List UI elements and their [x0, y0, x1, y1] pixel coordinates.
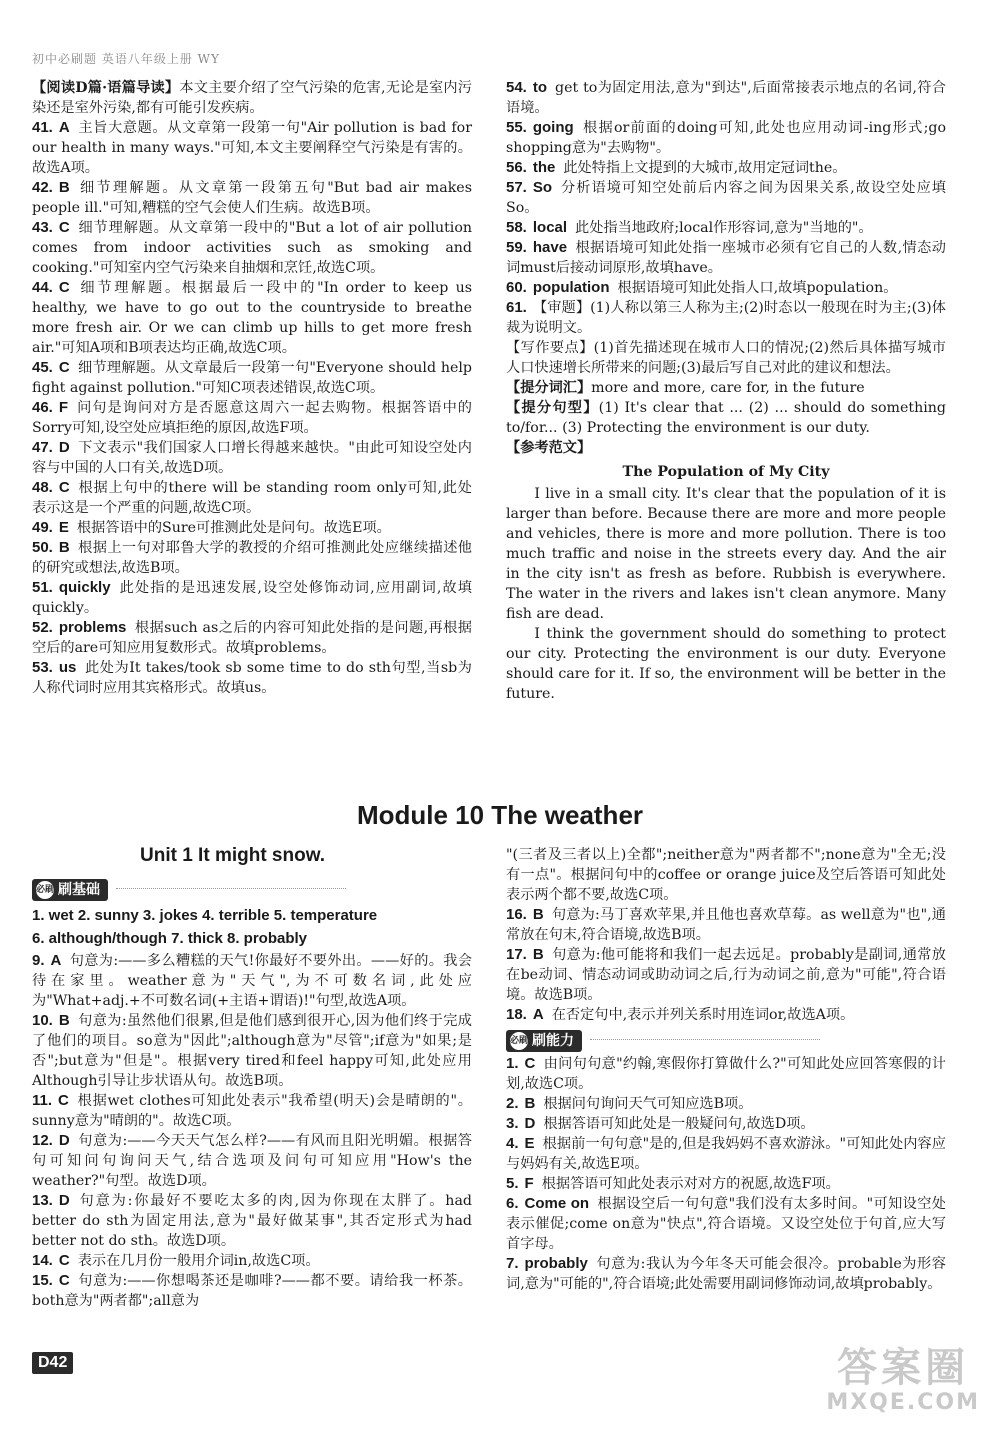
question-number: 42. — [32, 179, 53, 196]
answer-item — [32, 438, 472, 478]
reading-guide-text: 本文主要介绍了空气污染的危害,无论是室内污染还是室外污染,都有可能引发疾病。 — [32, 80, 472, 116]
answer-key: B — [532, 906, 544, 923]
question-number: 51. — [32, 579, 53, 596]
answer-key: D — [58, 439, 70, 456]
question-number: 60. — [506, 279, 527, 296]
explanation-text: 主旨大意题。从文章第一段第一句"Air pollution is bad for our health in many ways."可知,本文主要阐释空气污染是有害的。故选A项。 — [32, 120, 472, 176]
ability-section-header — [506, 1029, 946, 1052]
answer-item — [506, 1054, 946, 1094]
explanation-text: 根据such as之后的内容可知此处指的是问题,再根据空后的are可知应用复数形式。故填problems。 — [32, 620, 472, 656]
answer-key: C — [58, 279, 70, 296]
answer-key: the — [532, 159, 556, 176]
essay-title: The Population of My City — [622, 464, 830, 480]
answer-item — [32, 1131, 472, 1191]
explanation-text: 句意为:你最好不要吃太多的肉,因为你现在太胖了。had better do sth为固定用法,意为"最好做某事",其否定形式为had better not do sth。故选D项。 — [32, 1193, 472, 1249]
fill-answers-line-2: 6. although/though 7. thick 8. probably — [32, 930, 308, 947]
answer-key: D — [58, 1132, 70, 1149]
key-words-text: more and more, care for, in the future — [591, 380, 865, 396]
answer-item — [32, 1191, 472, 1251]
answer-item — [506, 298, 946, 338]
right-top-column — [506, 78, 946, 704]
basic-badge-label: 刷基础 — [58, 882, 100, 898]
question-number: 12. — [32, 1132, 53, 1149]
answer-key: B — [58, 179, 70, 196]
question-number: 17. — [506, 946, 527, 963]
explanation-text: 根据答语可知此处是一般疑问句,故选D项。 — [543, 1116, 815, 1132]
answer-item — [32, 1271, 472, 1311]
answer-key: going — [532, 119, 574, 136]
answer-item — [506, 1254, 946, 1294]
explanation-text: 此处指的是迅速发展,设空处修饰动词,应用副词,故填quickly。 — [32, 580, 472, 616]
basic-badge — [32, 879, 108, 901]
left-top-column — [32, 78, 472, 698]
question-number: 56. — [506, 159, 527, 176]
answer-item — [506, 1134, 946, 1174]
answer-key: local — [532, 219, 568, 236]
explanation-text: 句意为:马丁喜欢苹果,并且他也喜欢草莓。as well意为"也",通常放在句末,符合语境,故选B项。 — [506, 907, 946, 943]
answer-key: B — [524, 1095, 536, 1112]
question-number: 54. — [506, 79, 527, 96]
answer-key: C — [58, 219, 70, 236]
explanation-text: 根据设空后一句句意"我们没有太多时间。"可知设空处表示催促;come on意为"快点",符合语境。又设空处位于句首,应大写首字母。 — [506, 1196, 946, 1252]
explanation-text: 句意为:——你想喝茶还是咖啡?——都不要。请给我一杯茶。both意为"两者都";all意为 — [32, 1273, 472, 1309]
watermark-cn: 答案圈 — [837, 1345, 970, 1391]
book-icon: 必刷 — [510, 1032, 528, 1050]
unit-title: Unit 1 It might snow. — [140, 845, 326, 866]
explanation-text: 根据语境可知此处指人口,故填population。 — [617, 280, 898, 296]
book-icon: 必刷 — [36, 881, 54, 899]
explanation-text: 问句是询问对方是否愿意这周六一起去购物。根据答语中的Sorry可知,设空处应填拒绝的原因,故选F项。 — [32, 400, 472, 436]
question-number: 4. — [506, 1135, 519, 1152]
answer-key: A — [50, 952, 62, 969]
explanation-text: 此处特指上文提到的大城市,故用定冠词the。 — [563, 160, 847, 176]
explanation-text: 【审题】(1)人称以第三人称为主;(2)时态以一般现在时为主;(3)体裁为说明文。 — [506, 300, 946, 336]
key-words — [506, 378, 946, 398]
question-number: 14. — [32, 1252, 53, 1269]
explanation-text: 句意为:——今天天气怎么样?——有风而且阳光明媚。根据答句可知问句询问天气,结合选项及问句可知应用"How's the weather?"句型。故选D项。 — [32, 1133, 472, 1189]
question-number: 13. — [32, 1192, 53, 1209]
basic-section-header — [32, 878, 472, 901]
question-number: 15. — [32, 1272, 53, 1289]
explanation-text: 在否定句中,表示并列关系时用连词or,故选A项。 — [551, 1007, 855, 1023]
explanation-text: 细节理解题。根据最后一段中的"In order to keep us healthy, we have to go out to the countryside to breathe more fresh air. Or we can climb up hills to get more fresh air."可知A项和B项表达均正确,故选C项。 — [32, 280, 472, 356]
answer-item — [32, 951, 472, 1011]
question-number: 57. — [506, 179, 527, 196]
dotted-divider — [116, 888, 346, 889]
explanation-text: get to为固定用法,意为"到达",后面常接表示地点的名词,符合语境。 — [506, 80, 946, 116]
explanation-text: 根据or前面的doing可知,此处也应用动词-ing形式;go shopping意为"去购物"。 — [506, 120, 946, 156]
essay-paragraph-2: I think the government should do something to protect our city. Protecting the environment is our duty. Everyone should care for it. If so, the environment will be better in the future. — [506, 626, 946, 702]
explanation-text: 句意为:——多么糟糕的天气!你最好不要外出。——好的。我会待在家里。weather意为"天气",为不可数名词,此处应为"What+adj.+不可数名词(+主语+谓语)!"句型,故选A项。 — [32, 953, 472, 1009]
model-essay-tag: 【参考范文】 — [506, 440, 592, 456]
explanation-text: 句意为:他可能将和我们一起去远足。probably是副词,通常放在be动词、情态动词或助动词之后,行为动词之前,意为"可能",符合语境。故选B项。 — [506, 947, 946, 1003]
answer-key: quickly — [58, 579, 111, 596]
explanation-text: 此处为It takes/took sb some time to do sth句型,当sb为人称代词时应用其宾格形式。故填us。 — [32, 660, 472, 696]
answer-item — [506, 158, 946, 178]
question-number: 61. — [506, 299, 527, 316]
key-patterns-tag: 【提分句型】 — [506, 400, 599, 416]
fill-answers-line-1: 1. wet 2. sunny 3. jokes 4. terrible 5. temperature — [32, 907, 378, 924]
explanation-text: 此处指当地政府;local作形容词,意为"当地的"。 — [575, 220, 873, 236]
question-number: 58. — [506, 219, 527, 236]
answer-key: probably — [524, 1255, 588, 1272]
ability-badge-label: 刷能力 — [532, 1033, 574, 1049]
question-number: 11. — [32, 1092, 53, 1109]
answer-item — [32, 538, 472, 578]
explanation-text: 根据语境可知此处指一座城市必须有它自己的人数,情态动词must后接动词原形,故填have。 — [506, 240, 946, 276]
answer-item — [32, 218, 472, 278]
question-number: 52. — [32, 619, 53, 636]
answer-key: E — [58, 519, 69, 536]
answer-key: problems — [58, 619, 127, 636]
key-patterns — [506, 398, 946, 438]
answer-item — [32, 1251, 472, 1271]
explanation-text: 根据答语可知此处表示对对方的祝愿,故选F项。 — [541, 1176, 840, 1192]
question-number: 50. — [32, 539, 53, 556]
answer-item — [32, 578, 472, 618]
essay-paragraph-1: I live in a small city. It's clear that the population of it is larger than before. Because there are more and more people and vehicles, there is more and more pollution. There is too much traffic and noise in the streets every day. And the air in the city isn't as fresh as before. Rubbish is everywhere. The water in the rivers and lakes isn't clean anymore. Many fish are dead. — [506, 486, 946, 622]
answer-item — [32, 118, 472, 178]
watermark — [826, 1346, 980, 1416]
answer-key: C — [58, 359, 70, 376]
answer-list-9-15 — [32, 951, 472, 1311]
answer-item — [32, 178, 472, 218]
answer-item — [32, 658, 472, 698]
question-number: 2. — [506, 1095, 519, 1112]
writing-points: 【写作要点】(1)首先描述现在城市人口的情况;(2)然后具体描写城市人口快速增长所带来的问题;(3)最后写自己对此的建议和想法。 — [506, 340, 946, 376]
answer-key: population — [532, 279, 610, 296]
answer-item — [32, 358, 472, 398]
answer-item — [32, 518, 472, 538]
question-number: 47. — [32, 439, 53, 456]
answer-item — [506, 178, 946, 218]
answer-key: A — [532, 1006, 544, 1023]
answer-key: A — [58, 119, 70, 136]
answer-list-ability — [506, 1054, 946, 1294]
right-bottom-column — [506, 845, 946, 1294]
question-number: 45. — [32, 359, 53, 376]
explanation-text: 由问句句意"约翰,寒假你打算做什么?"可知此处应回答寒假的计划,故选C项。 — [506, 1056, 946, 1092]
answer-key: B — [532, 946, 544, 963]
explanation-text: 根据前一句句意"是的,但是我妈妈不喜欢游泳。"可知此处内容应与妈妈有关,故选E项。 — [506, 1136, 946, 1172]
watermark-en: MXQE.COM — [826, 1390, 980, 1415]
answer-key: F — [524, 1175, 534, 1192]
answer-item — [32, 278, 472, 358]
answer-item — [32, 618, 472, 658]
question-number: 6. — [506, 1195, 519, 1212]
key-patterns-text: (1) It's clear that ... (2) ... should do something to/for... (3) Protecting the environment is our duty. — [506, 400, 946, 436]
answer-item — [506, 238, 946, 278]
explanation-text: 根据问句询问天气可知应选B项。 — [543, 1096, 753, 1112]
answer-list-54-61 — [506, 78, 946, 338]
explanation-text: 句意为:虽然他们很累,但是他们感到很开心,因为他们终于完成了他们的项目。so意为"因此";although意为"尽管";if意为"如果;是否";but意为"但是"。根据very tired和feel happy可知,此处应用Although引导让步状语从句。故选B项。 — [32, 1013, 472, 1089]
module-title: Module 10 The weather — [356, 800, 644, 830]
explanation-text: 细节理解题。从文章最后一段第一句"Everyone should help fight against pollution."可知C项表述错误,故选C项。 — [32, 360, 472, 396]
question-number: 3. — [506, 1115, 519, 1132]
question-number: 7. — [506, 1255, 519, 1272]
key-words-tag: 【提分词汇】 — [506, 380, 592, 396]
question-number: 9. — [32, 952, 45, 969]
question-number: 59. — [506, 239, 527, 256]
answer-key: F — [58, 399, 69, 416]
question-number: 5. — [506, 1175, 519, 1192]
answer-item — [506, 78, 946, 118]
answer-item — [506, 1174, 946, 1194]
answer-item — [506, 1194, 946, 1254]
explanation-text: 根据wet clothes可知此处表示"我希望(明天)会是晴朗的"。sunny意为"晴朗的"。故选C项。 — [32, 1093, 472, 1129]
explanation-text: 表示在几月份一般用介词in,故选C项。 — [77, 1253, 320, 1269]
model-essay — [506, 462, 946, 704]
question-number: 16. — [506, 906, 527, 923]
answer-list-16-18 — [506, 905, 946, 1025]
answer-key: E — [524, 1135, 535, 1152]
question-number: 48. — [32, 479, 53, 496]
page-number: D42 — [32, 1352, 73, 1374]
answer-list-41-53 — [32, 118, 472, 698]
explanation-text: 细节理解题。从文章第一段第五句"But bad air makes people ill."可知,糟糕的空气会使人们生病。故选B项。 — [32, 180, 472, 216]
question-number: 49. — [32, 519, 53, 536]
question-number: 10. — [32, 1012, 53, 1029]
answer-15-continued: "(三者及三者以上)全都";neither意为"两者都不";none意为"全无;没有一点"。根据问句中的coffee or orange juice及空后答语可知此处表示两个都不要,故选C项。 — [506, 847, 946, 903]
answer-item — [506, 905, 946, 945]
answer-key: Come on — [524, 1195, 590, 1212]
question-number: 43. — [32, 219, 53, 236]
answer-item — [32, 1011, 472, 1091]
answer-key: So — [532, 179, 553, 196]
answer-key: C — [58, 479, 70, 496]
left-bottom-column — [32, 878, 472, 1311]
explanation-text: 下文表示"我们国家人口增长得越来越快。"由此可知设空处内容与中国的人口有关,故选D项。 — [32, 440, 472, 476]
answer-item — [506, 1114, 946, 1134]
answer-item — [506, 118, 946, 158]
answer-item — [506, 1094, 946, 1114]
answer-item — [506, 945, 946, 1005]
ability-badge — [506, 1030, 582, 1052]
explanation-text: 细节理解题。从文章第一段中的"But a lot of air pollution comes from indoor activities such as smoking and cooking."可知室内空气污染来自抽烟和烹饪,故选C项。 — [32, 220, 472, 276]
answer-item — [32, 1091, 472, 1131]
question-number: 41. — [32, 119, 53, 136]
explanation-text: 根据上句中的there will be standing room only可知,此处表示这是一个严重的问题,故选C项。 — [32, 480, 472, 516]
answer-key: D — [58, 1192, 70, 1209]
reading-guide — [32, 78, 472, 118]
answer-key: C — [58, 1252, 70, 1269]
explanation-text: 根据上一句对耶鲁大学的教授的介绍可推测此处应继续描述他的研究或想法,故选B项。 — [32, 540, 472, 576]
answer-item — [506, 218, 946, 238]
question-number: 18. — [506, 1006, 527, 1023]
answer-key: C — [58, 1092, 69, 1109]
question-number: 53. — [32, 659, 53, 676]
running-header: 初中必刷题 英语八年级上册 WY — [32, 52, 220, 66]
answer-key: C — [58, 1272, 70, 1289]
question-number: 1. — [506, 1055, 519, 1072]
dotted-divider — [590, 1039, 820, 1040]
question-number: 55. — [506, 119, 527, 136]
answer-key: C — [524, 1055, 536, 1072]
answer-key: us — [58, 659, 77, 676]
explanation-text: 句意为:我认为今年冬天可能会很冷。probable为形容词,意为"可能的",符合语境;此处需要用副词修饰动词,故填probably。 — [506, 1256, 946, 1292]
explanation-text: 分析语境可知空处前后内容之间为因果关系,故设空处应填So。 — [506, 180, 946, 216]
answer-item — [32, 398, 472, 438]
reading-guide-tag: 【阅读D篇·语篇导读】 — [32, 80, 180, 96]
explanation-text: 根据答语中的Sure可推测此处是问句。故选E项。 — [76, 520, 391, 536]
answer-key: B — [58, 539, 70, 556]
answer-key: to — [532, 79, 548, 96]
question-number: 46. — [32, 399, 53, 416]
answer-key: B — [58, 1012, 70, 1029]
answer-key: have — [532, 239, 568, 256]
answer-item — [32, 478, 472, 518]
answer-item — [506, 278, 946, 298]
answer-key: D — [524, 1115, 536, 1132]
answer-item — [506, 1005, 946, 1025]
question-number: 44. — [32, 279, 53, 296]
